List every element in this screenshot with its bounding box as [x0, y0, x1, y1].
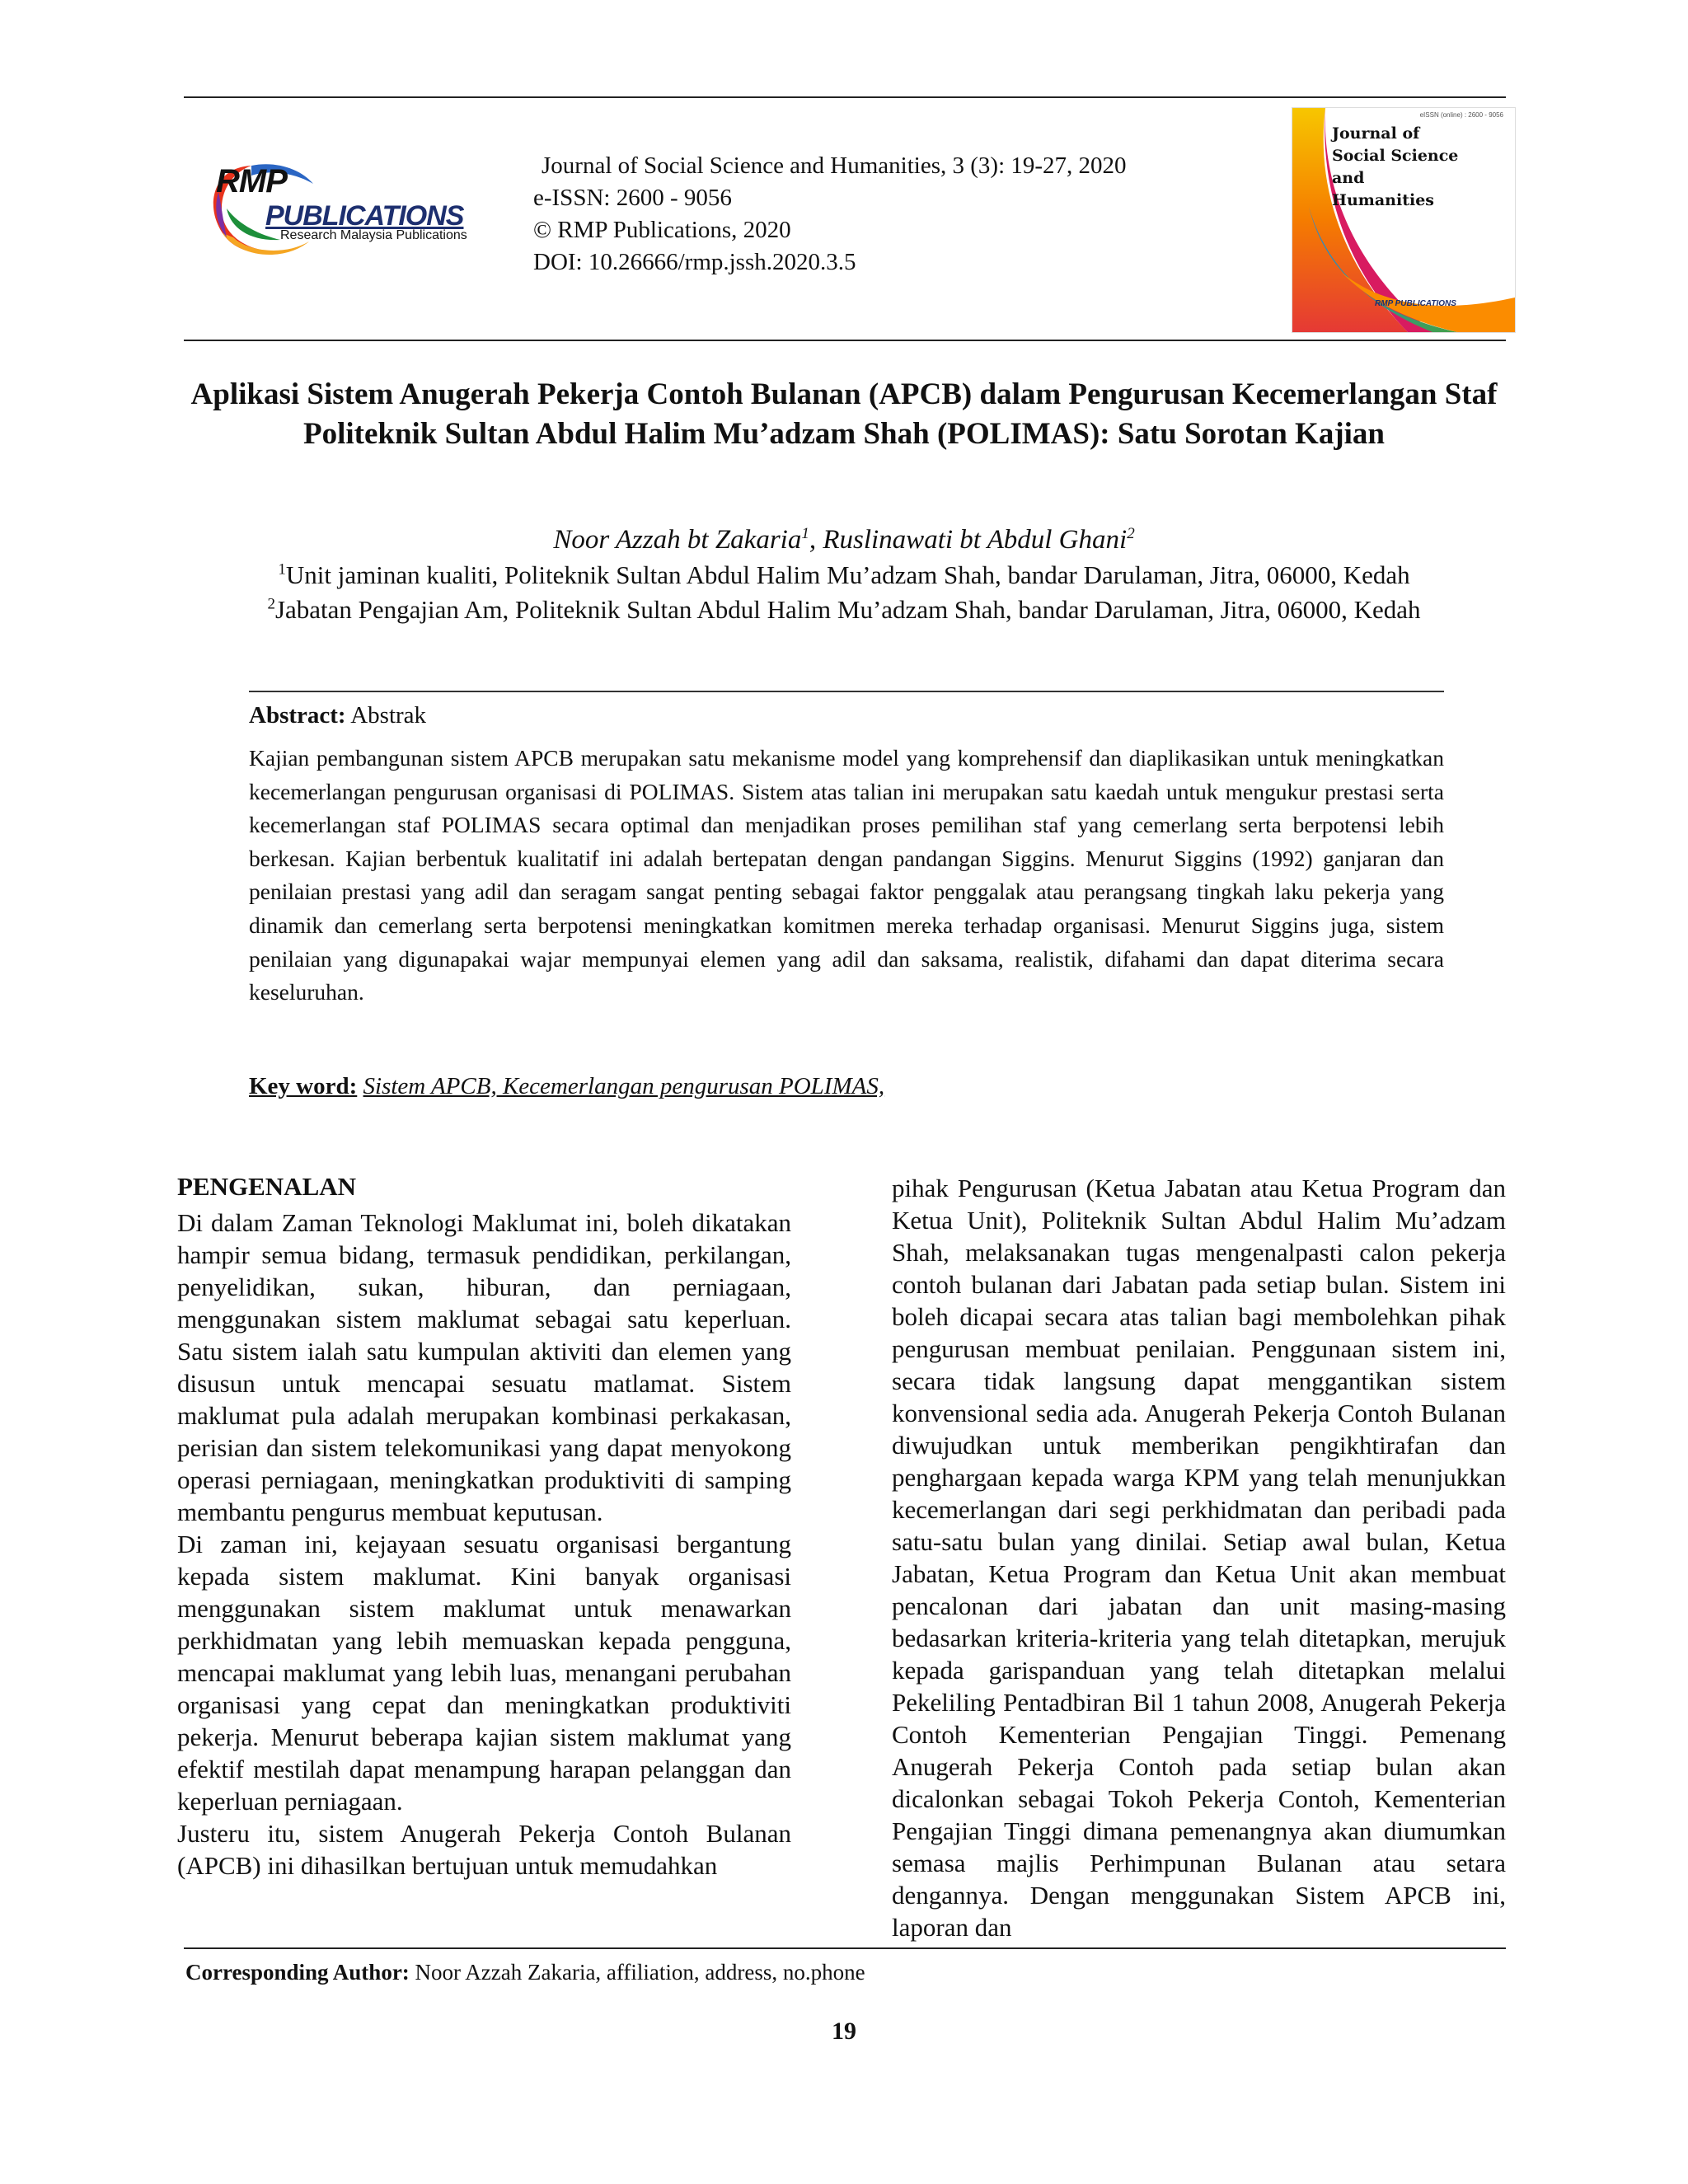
body-paragraph: pihak Pengurusan (Ketua Jabatan atau Ketua Program dan Ketua Unit), Politeknik Sultan Abdul Halim Mu’adzam Shah, melaksanakan tugas mengenalpasti calon pekerja contoh bulanan dari Jabatan pada setiap bulan. Sistem ini boleh dicapai secara atas talian bagi membolehkan pihak pengurusan membuat penilaian. Penggunaan sistem ini, secara tidak langsung dapat menggantikan sistem konvensional sedia ada. Anugerah Pekerja Contoh Bulanan diwujudkan untuk memberikan pengikhtirafan dan penghargaan kepada warga KPM yang telah menunjukkan kecemerlangan dari segi perkhidmatan dan peribadi pada satu-satu bulan yang dinilai. Setiap awal bulan, Ketua Jabatan, Ketua Program dan Ketua Unit akan membuat pencalonan dari jabatan dan unit masing-masing bedasarkan kriteria-kriteria yang telah ditetapkan, merujuk kepada garispanduan yang telah ditetapkan melalui Pekeliling Pentadbiran Bil 1 tahun 2008, Anugerah Pekerja Contoh Kementerian Pengajian Tinggi. Pemenang Anugerah Pekerja Contoh pada setiap bulan akan dicalonkan sebagai Tokoh Pekerja Contoh, Kementerian Pengajian Tinggi dimana pemenangnya akan diumumkan semasa majlis Perhimpunan Bulanan atau setara dengannya. Dengan menggunakan Sistem APCB ini, laporan dan — [892, 1174, 1506, 1942]
abstract-label-value: Abstrak — [350, 702, 427, 729]
cover-title-line: Journal of — [1332, 124, 1420, 143]
author-2-sup: 2 — [1127, 525, 1135, 542]
author-line — [148, 525, 1540, 555]
keyword-value: Sistem APCB, Kecemerlangan pengurusan POLIMAS, — [363, 1073, 885, 1099]
header-top-rule — [184, 96, 1506, 98]
footer-rule — [184, 1947, 1506, 1949]
journal-info — [533, 150, 1127, 279]
keyword-label: Key word: — [249, 1073, 358, 1099]
affiliation-2-sup: 2 — [267, 595, 275, 613]
body-column-right — [892, 1172, 1506, 1943]
journal-copyright: © RMP Publications, 2020 — [533, 217, 791, 243]
affiliation-1-text: Unit jaminan kualiti, Politeknik Sultan Abdul Halim Mu’adzam Shah, bandar Darulaman, Jitra, 06000, Kedah — [285, 560, 1410, 589]
corresponding-author — [185, 1960, 865, 1985]
section-heading-pengenalan: PENGENALAN — [177, 1172, 357, 1201]
logo-text-rmp: RMP — [216, 163, 287, 199]
body-column-left — [177, 1207, 791, 1882]
affiliation-1-sup: 1 — [278, 560, 286, 579]
abstract-text: Kajian pembangunan sistem APCB merupakan satu mekanisme model yang komprehensif dan diaplikasikan untuk meningkatkan kecemerlangan pengurusan organisasi di POLIMAS. Sistem atas talian ini merupakan satu kaedah untuk mengukur prestasi serta kecemerlangan staf POLIMAS secara optimal dan menjadikan proses pemilihan staf yang cemerlang serta berpotensi lebih berkesan. Kajian berbentuk kualitatif ini adalah bertepatan dengan pandangan Siggins. Menurut Siggins (1992) ganjaran dan penilaian prestasi yang adil dan seragam sangat penting sebagai faktor penggalak atau perangsang tingkah laku pekerja yang dinamik dan cemerlang serta berpotensi meningkatkan komitmen mereka terhadap organisasi. Menurut Siggins juga, sistem penilaian yang digunapakai wajar mempunyai elemen yang adil dan saksama, realistik, difahami dan dapat diterima secara keseluruhan. — [249, 745, 1444, 1005]
affiliation-2-text: Jabatan Pengajian Am, Politeknik Sultan Abdul Halim Mu’adzam Shah, bandar Darulaman, Jitra, 06000, Kedah — [274, 595, 1421, 624]
journal-cover-image — [1292, 107, 1516, 333]
author-1-sup: 1 — [801, 525, 809, 542]
author-1: Noor Azzah bt Zakaria — [553, 525, 802, 555]
body-paragraph: Di dalam Zaman Teknologi Maklumat ini, boleh dikatakan hampir semua bidang, termasuk pendidikan, perkilangan, penyelidikan, sukan, hiburan, dan perniagaan, menggunakan sistem maklumat sebagai satu keperluan. Satu sistem ialah satu kumpulan aktiviti dan elemen yang disusun untuk mencapai sesuatu matlamat. Sistem maklumat pula adalah merupakan kombinasi perkakasan, perisian dan sistem telekomunikasi yang dapat menyokong operasi perniagaan, meningkatkan produktiviti di samping membantu pengurus membuat keputusan. — [177, 1208, 791, 1526]
journal-doi: DOI: 10.26666/rmp.jssh.2020.3.5 — [533, 249, 856, 275]
body-paragraph: Justeru itu, sistem Anugerah Pekerja Contoh Bulanan (APCB) ini dihasilkan bertujuan untuk memudahkan — [177, 1819, 791, 1880]
cover-title-line: Social Science — [1332, 147, 1459, 165]
logo-text-publications: PUBLICATIONS — [265, 200, 464, 232]
author-2: Ruslinawati bt Abdul Ghani — [823, 525, 1128, 555]
affiliation-2 — [148, 595, 1540, 625]
author-separator: , — [809, 525, 823, 555]
body-paragraph: Di zaman ini, kejayaan sesuatu organisasi bergantung kepada sistem maklumat. Kini banyak organisasi menggunakan sistem maklumat untuk menawarkan perkhidmatan yang lebih memuaskan kepada pengguna, mencapai maklumat yang lebih luas, menangani perubahan organisasi yang cepat dan meningkatkan produktiviti pekerja. Menurut beberapa kajian sistem maklumat yang efektif mestilah dapat menampung harapan pelanggan dan keperluan perniagaan. — [177, 1530, 791, 1816]
article-title: Aplikasi Sistem Anugerah Pekerja Contoh Bulanan (APCB) dalam Pengurusan Kecemerlangan Staf Politeknik Sultan Abdul Halim Mu’adzam Shah (POLIMAS): Satu Sorotan Kajian — [190, 377, 1498, 451]
page-number: 19 — [832, 2018, 856, 2045]
abstract-label: Abstract: — [249, 702, 346, 729]
abstract-heading — [249, 702, 426, 729]
cover-title-line: and — [1332, 169, 1365, 187]
cover-issn: eISSN (online) : 2600 - 9056 — [1419, 111, 1503, 119]
cover-title — [1332, 123, 1458, 212]
header-bottom-rule — [184, 340, 1506, 341]
corresponding-author-value: Noor Azzah Zakaria, affiliation, address, no.phone — [415, 1960, 865, 1985]
cover-title-line: Humanities — [1332, 191, 1434, 209]
cover-publisher-logo: RMP PUBLICATIONS — [1375, 299, 1456, 308]
affiliation-1 — [148, 560, 1540, 590]
corresponding-author-label: Corresponding Author: — [185, 1960, 410, 1985]
abstract-top-rule — [249, 691, 1444, 692]
keywords — [249, 1073, 884, 1100]
journal-citation: Journal of Social Science and Humanities, 3 (3): 19-27, 2020 — [542, 152, 1127, 179]
journal-eissn: e-ISSN: 2600 - 9056 — [533, 185, 732, 211]
logo-text-tagline: Research Malaysia Publications — [280, 228, 467, 242]
